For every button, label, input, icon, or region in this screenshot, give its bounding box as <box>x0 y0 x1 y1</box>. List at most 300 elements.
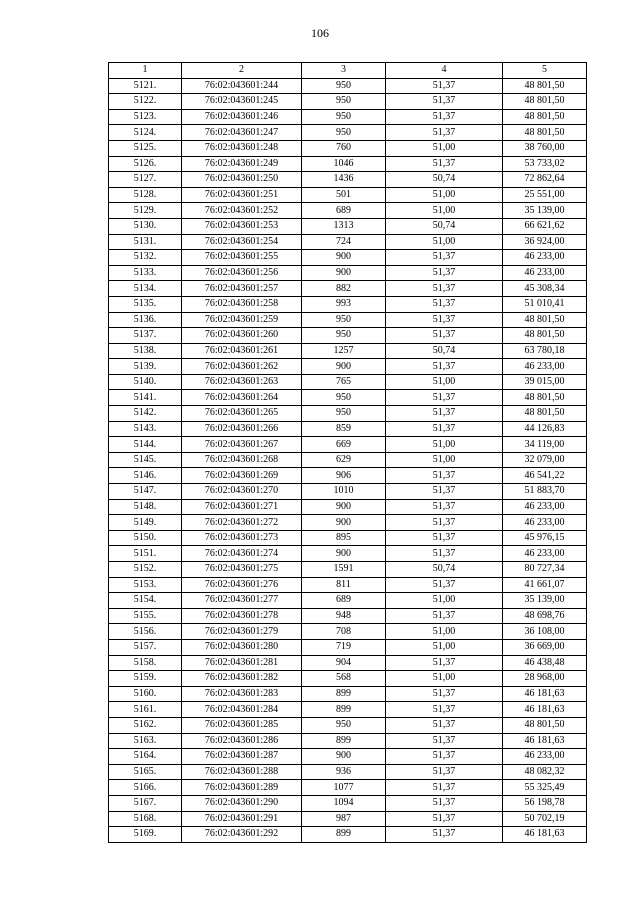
amount-cell: 46 541,22 <box>503 468 587 484</box>
cadastral-number-cell: 76:02:043601:277 <box>182 593 302 609</box>
rate-cell: 51,00 <box>386 671 503 687</box>
amount-cell: 46 181,63 <box>503 733 587 749</box>
amount-cell: 25 551,00 <box>503 187 587 203</box>
row-number-cell: 5125. <box>109 140 182 156</box>
cadastral-number-cell: 76:02:043601:249 <box>182 156 302 172</box>
row-number-cell: 5146. <box>109 468 182 484</box>
row-number-cell: 5145. <box>109 452 182 468</box>
rate-cell: 51,37 <box>386 795 503 811</box>
table-row <box>109 421 587 437</box>
column-header: 3 <box>302 63 386 79</box>
row-number-cell: 5157. <box>109 639 182 655</box>
rate-cell: 51,37 <box>386 749 503 765</box>
area-cell: 568 <box>302 671 386 687</box>
amount-cell: 28 968,00 <box>503 671 587 687</box>
table-row <box>109 374 587 390</box>
page-number: 106 <box>311 26 329 40</box>
row-number-cell: 5142. <box>109 406 182 422</box>
table-row <box>109 733 587 749</box>
row-number-cell: 5126. <box>109 156 182 172</box>
amount-cell: 41 661,07 <box>503 577 587 593</box>
rate-cell: 50,74 <box>386 172 503 188</box>
area-cell: 993 <box>302 296 386 312</box>
row-number-cell: 5136. <box>109 312 182 328</box>
cadastral-number-cell: 76:02:043601:262 <box>182 359 302 375</box>
row-number-cell: 5139. <box>109 359 182 375</box>
area-cell: 900 <box>302 359 386 375</box>
amount-cell: 45 308,34 <box>503 281 587 297</box>
row-number-cell: 5133. <box>109 265 182 281</box>
table-row <box>109 328 587 344</box>
table-row <box>109 140 587 156</box>
cadastral-number-cell: 76:02:043601:266 <box>182 421 302 437</box>
rate-cell: 51,37 <box>386 702 503 718</box>
cadastral-number-cell: 76:02:043601:286 <box>182 733 302 749</box>
cadastral-number-cell: 76:02:043601:261 <box>182 343 302 359</box>
amount-cell: 48 801,50 <box>503 125 587 141</box>
table-row <box>109 577 587 593</box>
area-cell: 895 <box>302 530 386 546</box>
cadastral-number-cell: 76:02:043601:264 <box>182 390 302 406</box>
rate-cell: 50,74 <box>386 218 503 234</box>
table-row <box>109 218 587 234</box>
table-row <box>109 484 587 500</box>
rate-cell: 50,74 <box>386 562 503 578</box>
row-number-cell: 5130. <box>109 218 182 234</box>
table-row <box>109 749 587 765</box>
row-number-cell: 5148. <box>109 499 182 515</box>
rate-cell: 51,37 <box>386 296 503 312</box>
amount-cell: 46 233,00 <box>503 515 587 531</box>
row-number-cell: 5154. <box>109 593 182 609</box>
amount-cell: 66 621,62 <box>503 218 587 234</box>
table-row <box>109 468 587 484</box>
amount-cell: 46 181,63 <box>503 702 587 718</box>
row-number-cell: 5134. <box>109 281 182 297</box>
cadastral-number-cell: 76:02:043601:282 <box>182 671 302 687</box>
table-row <box>109 312 587 328</box>
rate-cell: 51,37 <box>386 312 503 328</box>
row-number-cell: 5158. <box>109 655 182 671</box>
cadastral-number-cell: 76:02:043601:254 <box>182 234 302 250</box>
table-row <box>109 78 587 94</box>
cadastral-number-cell: 76:02:043601:278 <box>182 608 302 624</box>
table-row <box>109 125 587 141</box>
amount-cell: 50 702,19 <box>503 811 587 827</box>
table-header <box>109 63 587 79</box>
amount-cell: 46 181,63 <box>503 686 587 702</box>
amount-cell: 48 801,50 <box>503 312 587 328</box>
area-cell: 948 <box>302 608 386 624</box>
table-row <box>109 515 587 531</box>
cadastral-number-cell: 76:02:043601:269 <box>182 468 302 484</box>
table-row <box>109 94 587 110</box>
row-number-cell: 5147. <box>109 484 182 500</box>
area-cell: 904 <box>302 655 386 671</box>
table-row <box>109 702 587 718</box>
amount-cell: 48 801,50 <box>503 390 587 406</box>
table-row <box>109 811 587 827</box>
area-cell: 950 <box>302 328 386 344</box>
rate-cell: 51,37 <box>386 764 503 780</box>
cadastral-number-cell: 76:02:043601:274 <box>182 546 302 562</box>
cadastral-number-cell: 76:02:043601:280 <box>182 639 302 655</box>
row-number-cell: 5153. <box>109 577 182 593</box>
rate-cell: 51,00 <box>386 593 503 609</box>
rate-cell: 51,00 <box>386 203 503 219</box>
cadastral-number-cell: 76:02:043601:271 <box>182 499 302 515</box>
row-number-cell: 5129. <box>109 203 182 219</box>
row-number-cell: 5159. <box>109 671 182 687</box>
area-cell: 669 <box>302 437 386 453</box>
area-cell: 719 <box>302 639 386 655</box>
area-cell: 1010 <box>302 484 386 500</box>
area-cell: 899 <box>302 686 386 702</box>
cadastral-number-cell: 76:02:043601:270 <box>182 484 302 500</box>
cadastral-number-cell: 76:02:043601:272 <box>182 515 302 531</box>
amount-cell: 46 181,63 <box>503 827 587 843</box>
amount-cell: 48 801,50 <box>503 717 587 733</box>
amount-cell: 35 139,00 <box>503 203 587 219</box>
row-number-cell: 5167. <box>109 795 182 811</box>
rate-cell: 51,37 <box>386 577 503 593</box>
area-cell: 1094 <box>302 795 386 811</box>
rate-cell: 51,37 <box>386 811 503 827</box>
area-cell: 1257 <box>302 343 386 359</box>
table-row <box>109 250 587 266</box>
table-row <box>109 390 587 406</box>
amount-cell: 55 325,49 <box>503 780 587 796</box>
cadastral-number-cell: 76:02:043601:258 <box>182 296 302 312</box>
area-cell: 1077 <box>302 780 386 796</box>
table-row <box>109 265 587 281</box>
row-number-cell: 5165. <box>109 764 182 780</box>
area-cell: 900 <box>302 265 386 281</box>
cadastral-number-cell: 76:02:043601:252 <box>182 203 302 219</box>
data-table <box>108 62 587 843</box>
row-number-cell: 5123. <box>109 109 182 125</box>
row-number-cell: 5128. <box>109 187 182 203</box>
row-number-cell: 5152. <box>109 562 182 578</box>
area-cell: 987 <box>302 811 386 827</box>
table-row <box>109 827 587 843</box>
area-cell: 950 <box>302 717 386 733</box>
rate-cell: 51,37 <box>386 421 503 437</box>
cadastral-number-cell: 76:02:043601:275 <box>182 562 302 578</box>
rate-cell: 51,37 <box>386 686 503 702</box>
table-row <box>109 764 587 780</box>
area-cell: 950 <box>302 390 386 406</box>
cadastral-number-cell: 76:02:043601:273 <box>182 530 302 546</box>
table-row <box>109 593 587 609</box>
rate-cell: 51,37 <box>386 156 503 172</box>
cadastral-number-cell: 76:02:043601:256 <box>182 265 302 281</box>
amount-cell: 53 733,02 <box>503 156 587 172</box>
area-cell: 900 <box>302 499 386 515</box>
area-cell: 936 <box>302 764 386 780</box>
amount-cell: 48 698,76 <box>503 608 587 624</box>
header-row <box>109 63 587 79</box>
rate-cell: 51,37 <box>386 608 503 624</box>
area-cell: 859 <box>302 421 386 437</box>
amount-cell: 36 924,00 <box>503 234 587 250</box>
rate-cell: 51,37 <box>386 359 503 375</box>
amount-cell: 48 801,50 <box>503 406 587 422</box>
cadastral-number-cell: 76:02:043601:247 <box>182 125 302 141</box>
rate-cell: 51,00 <box>386 437 503 453</box>
cadastral-number-cell: 76:02:043601:245 <box>182 94 302 110</box>
cadastral-number-cell: 76:02:043601:246 <box>182 109 302 125</box>
rate-cell: 51,37 <box>386 515 503 531</box>
amount-cell: 48 801,50 <box>503 78 587 94</box>
area-cell: 950 <box>302 312 386 328</box>
rate-cell: 51,37 <box>386 390 503 406</box>
cadastral-number-cell: 76:02:043601:244 <box>182 78 302 94</box>
cadastral-number-cell: 76:02:043601:253 <box>182 218 302 234</box>
area-cell: 689 <box>302 593 386 609</box>
cadastral-number-cell: 76:02:043601:281 <box>182 655 302 671</box>
rate-cell: 51,37 <box>386 78 503 94</box>
row-number-cell: 5135. <box>109 296 182 312</box>
cadastral-number-cell: 76:02:043601:291 <box>182 811 302 827</box>
rate-cell: 51,37 <box>386 328 503 344</box>
amount-cell: 44 126,83 <box>503 421 587 437</box>
rate-cell: 51,37 <box>386 125 503 141</box>
table-row <box>109 624 587 640</box>
rate-cell: 51,00 <box>386 452 503 468</box>
table-body <box>109 78 587 842</box>
area-cell: 811 <box>302 577 386 593</box>
amount-cell: 32 079,00 <box>503 452 587 468</box>
cadastral-number-cell: 76:02:043601:287 <box>182 749 302 765</box>
area-cell: 501 <box>302 187 386 203</box>
table-row <box>109 343 587 359</box>
rate-cell: 51,00 <box>386 639 503 655</box>
area-cell: 900 <box>302 515 386 531</box>
area-cell: 708 <box>302 624 386 640</box>
amount-cell: 46 233,00 <box>503 499 587 515</box>
row-number-cell: 5156. <box>109 624 182 640</box>
cadastral-number-cell: 76:02:043601:290 <box>182 795 302 811</box>
table-row <box>109 546 587 562</box>
area-cell: 900 <box>302 749 386 765</box>
row-number-cell: 5164. <box>109 749 182 765</box>
table-row <box>109 359 587 375</box>
row-number-cell: 5160. <box>109 686 182 702</box>
amount-cell: 35 139,00 <box>503 593 587 609</box>
row-number-cell: 5169. <box>109 827 182 843</box>
column-header: 5 <box>503 63 587 79</box>
cadastral-number-cell: 76:02:043601:250 <box>182 172 302 188</box>
table-row <box>109 530 587 546</box>
table-row <box>109 156 587 172</box>
area-cell: 899 <box>302 827 386 843</box>
area-cell: 950 <box>302 406 386 422</box>
column-header: 4 <box>386 63 503 79</box>
cadastral-number-cell: 76:02:043601:263 <box>182 374 302 390</box>
table-row <box>109 109 587 125</box>
table-row <box>109 686 587 702</box>
amount-cell: 46 233,00 <box>503 359 587 375</box>
rate-cell: 51,37 <box>386 717 503 733</box>
row-number-cell: 5151. <box>109 546 182 562</box>
table-row <box>109 499 587 515</box>
rate-cell: 51,37 <box>386 655 503 671</box>
column-header: 2 <box>182 63 302 79</box>
table-row <box>109 639 587 655</box>
row-number-cell: 5141. <box>109 390 182 406</box>
cadastral-number-cell: 76:02:043601:285 <box>182 717 302 733</box>
rate-cell: 51,37 <box>386 546 503 562</box>
area-cell: 629 <box>302 452 386 468</box>
area-cell: 950 <box>302 125 386 141</box>
table-row <box>109 172 587 188</box>
rate-cell: 51,00 <box>386 187 503 203</box>
cadastral-number-cell: 76:02:043601:267 <box>182 437 302 453</box>
cadastral-number-cell: 76:02:043601:268 <box>182 452 302 468</box>
area-cell: 882 <box>302 281 386 297</box>
row-number-cell: 5155. <box>109 608 182 624</box>
cadastral-number-cell: 76:02:043601:289 <box>182 780 302 796</box>
area-cell: 1436 <box>302 172 386 188</box>
amount-cell: 63 780,18 <box>503 343 587 359</box>
table-row <box>109 281 587 297</box>
amount-cell: 34 119,00 <box>503 437 587 453</box>
row-number-cell: 5122. <box>109 94 182 110</box>
rate-cell: 51,37 <box>386 780 503 796</box>
cadastral-number-cell: 76:02:043601:251 <box>182 187 302 203</box>
cadastral-number-cell: 76:02:043601:248 <box>182 140 302 156</box>
amount-cell: 46 233,00 <box>503 546 587 562</box>
table-row <box>109 452 587 468</box>
row-number-cell: 5149. <box>109 515 182 531</box>
area-cell: 1313 <box>302 218 386 234</box>
amount-cell: 46 233,00 <box>503 749 587 765</box>
amount-cell: 48 801,50 <box>503 109 587 125</box>
row-number-cell: 5166. <box>109 780 182 796</box>
row-number-cell: 5140. <box>109 374 182 390</box>
row-number-cell: 5163. <box>109 733 182 749</box>
table-row <box>109 655 587 671</box>
table-row <box>109 296 587 312</box>
amount-cell: 48 801,50 <box>503 94 587 110</box>
area-cell: 900 <box>302 546 386 562</box>
amount-cell: 46 438,48 <box>503 655 587 671</box>
row-number-cell: 5127. <box>109 172 182 188</box>
row-number-cell: 5143. <box>109 421 182 437</box>
area-cell: 1591 <box>302 562 386 578</box>
row-number-cell: 5162. <box>109 717 182 733</box>
amount-cell: 46 233,00 <box>503 250 587 266</box>
rate-cell: 51,37 <box>386 406 503 422</box>
cadastral-number-cell: 76:02:043601:255 <box>182 250 302 266</box>
row-number-cell: 5150. <box>109 530 182 546</box>
amount-cell: 46 233,00 <box>503 265 587 281</box>
row-number-cell: 5121. <box>109 78 182 94</box>
rate-cell: 51,37 <box>386 733 503 749</box>
cadastral-number-cell: 76:02:043601:283 <box>182 686 302 702</box>
area-cell: 724 <box>302 234 386 250</box>
amount-cell: 39 015,00 <box>503 374 587 390</box>
cadastral-number-cell: 76:02:043601:276 <box>182 577 302 593</box>
row-number-cell: 5132. <box>109 250 182 266</box>
amount-cell: 36 108,00 <box>503 624 587 640</box>
rate-cell: 51,37 <box>386 281 503 297</box>
area-cell: 906 <box>302 468 386 484</box>
cadastral-number-cell: 76:02:043601:292 <box>182 827 302 843</box>
table-row <box>109 795 587 811</box>
table-row <box>109 608 587 624</box>
rate-cell: 51,37 <box>386 530 503 546</box>
cadastral-number-cell: 76:02:043601:279 <box>182 624 302 640</box>
area-cell: 689 <box>302 203 386 219</box>
row-number-cell: 5137. <box>109 328 182 344</box>
rate-cell: 51,37 <box>386 109 503 125</box>
amount-cell: 36 669,00 <box>503 639 587 655</box>
cadastral-number-cell: 76:02:043601:265 <box>182 406 302 422</box>
rate-cell: 51,00 <box>386 140 503 156</box>
rate-cell: 51,37 <box>386 94 503 110</box>
cadastral-number-cell: 76:02:043601:288 <box>182 764 302 780</box>
table-row <box>109 671 587 687</box>
row-number-cell: 5124. <box>109 125 182 141</box>
area-cell: 899 <box>302 702 386 718</box>
table-row <box>109 406 587 422</box>
table-row <box>109 717 587 733</box>
rate-cell: 51,37 <box>386 468 503 484</box>
row-number-cell: 5168. <box>109 811 182 827</box>
table-row <box>109 437 587 453</box>
amount-cell: 51 883,70 <box>503 484 587 500</box>
rate-cell: 50,74 <box>386 343 503 359</box>
row-number-cell: 5131. <box>109 234 182 250</box>
area-cell: 765 <box>302 374 386 390</box>
rate-cell: 51,37 <box>386 265 503 281</box>
row-number-cell: 5161. <box>109 702 182 718</box>
area-cell: 1046 <box>302 156 386 172</box>
rate-cell: 51,37 <box>386 499 503 515</box>
amount-cell: 48 082,32 <box>503 764 587 780</box>
area-cell: 900 <box>302 250 386 266</box>
cadastral-number-cell: 76:02:043601:260 <box>182 328 302 344</box>
table-row <box>109 187 587 203</box>
area-cell: 950 <box>302 78 386 94</box>
area-cell: 760 <box>302 140 386 156</box>
amount-cell: 51 010,41 <box>503 296 587 312</box>
cadastral-number-cell: 76:02:043601:284 <box>182 702 302 718</box>
area-cell: 950 <box>302 109 386 125</box>
amount-cell: 80 727,34 <box>503 562 587 578</box>
rate-cell: 51,37 <box>386 484 503 500</box>
amount-cell: 38 760,00 <box>503 140 587 156</box>
amount-cell: 56 198,78 <box>503 795 587 811</box>
table-row <box>109 562 587 578</box>
amount-cell: 45 976,15 <box>503 530 587 546</box>
rate-cell: 51,37 <box>386 250 503 266</box>
rate-cell: 51,37 <box>386 827 503 843</box>
row-number-cell: 5138. <box>109 343 182 359</box>
table-row <box>109 203 587 219</box>
column-header: 1 <box>109 63 182 79</box>
rate-cell: 51,00 <box>386 374 503 390</box>
row-number-cell: 5144. <box>109 437 182 453</box>
table-row <box>109 780 587 796</box>
rate-cell: 51,00 <box>386 234 503 250</box>
area-cell: 950 <box>302 94 386 110</box>
area-cell: 899 <box>302 733 386 749</box>
cadastral-number-cell: 76:02:043601:259 <box>182 312 302 328</box>
table-row <box>109 234 587 250</box>
